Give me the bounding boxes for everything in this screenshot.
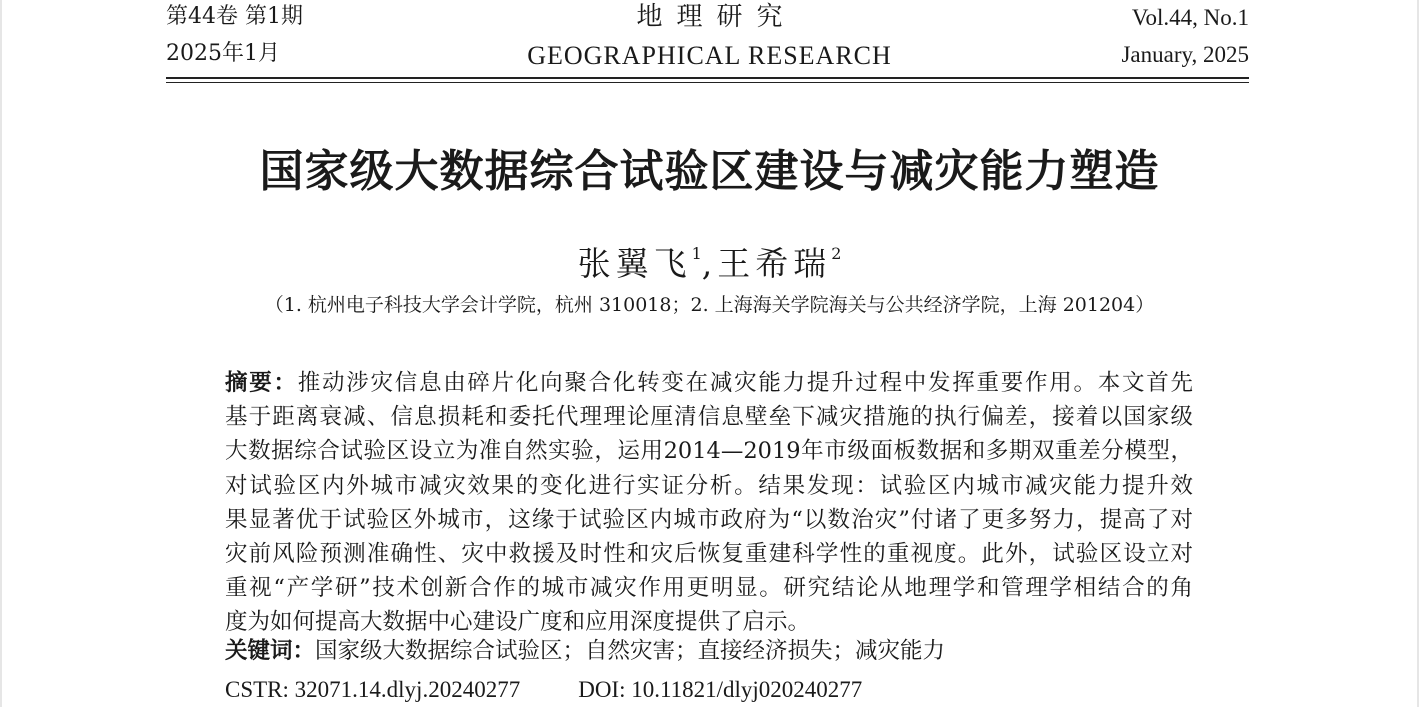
issue-date-en: January, 2025: [1121, 42, 1249, 67]
keywords-label: 关键词：: [225, 638, 316, 664]
affiliations: （1. 杭州电子科技大学会计学院，杭州 310018；2. 上海海关学院海关与公共经济学院，上海 201204）: [264, 294, 1155, 316]
cstr-id: CSTR: 32071.14.dlyj.20240277: [225, 677, 521, 702]
abstract-line: 果显著优于试验区外城市，这缘于试验区内城市政府为“以数治灾”付诸了更多努力，提高了对: [225, 506, 1193, 533]
volume-issue-cn: 第44卷 第1期: [166, 4, 303, 29]
abstract-line: [225, 366, 1193, 400]
abstract-text: 推动涉灾信息由碎片化向聚合化转变在减灾能力提升过程中发挥重要作用。本文首先: [297, 370, 1193, 396]
author-affiliation-mark: 2: [831, 244, 842, 263]
author-affiliation-mark: 1: [691, 244, 702, 263]
author-name: 王希瑞: [717, 244, 832, 283]
author-name: 张翼飞: [577, 244, 692, 283]
header-rule-thick: [166, 77, 1249, 79]
journal-title-en: GEOGRAPHICAL RESEARCH: [527, 41, 892, 70]
keywords-text: 国家级大数据综合试验区；自然灾害；直接经济损失；减灾能力: [315, 638, 946, 664]
author-list: [0, 244, 1419, 283]
abstract-line: 大数据综合试验区设立为准自然实验，运用2014—2019年市级面板数据和多期双重差分模型，: [225, 438, 1193, 465]
keywords: [225, 640, 945, 663]
doi-id: DOI: 10.11821/dlyj020240277: [578, 677, 863, 702]
article-title: 国家级大数据综合试验区建设与减灾能力塑造: [259, 146, 1160, 197]
abstract-line: 基于距离衰减、信息损耗和委托代理理论厘清信息壁垒下减灾措施的执行偏差，接着以国家级: [225, 404, 1193, 431]
author-separator: ,: [701, 244, 718, 283]
abstract-line: 灾前风险预测准确性、灾中救援及时性和灾后恢复重建科学性的重视度。此外，试验区设立对: [225, 540, 1193, 567]
volume-issue-en: Vol.44, No.1: [1131, 5, 1249, 30]
abstract-line: 对试验区内外城市减灾效果的变化进行实证分析。结果发现：试验区内城市减灾能力提升效: [225, 472, 1193, 499]
identifiers: [225, 678, 862, 701]
journal-title-cn-text: 地理研究: [636, 2, 797, 32]
page-edge-left: [0, 0, 2, 707]
abstract-label: 摘要：: [225, 370, 298, 396]
header-rule-thin: [166, 82, 1249, 83]
issue-date-cn: 2025年1月: [166, 41, 280, 66]
abstract-line: 重视“产学研”技术创新合作的城市减灾作用更明显。研究结论从地理学和管理学相结合的角: [225, 575, 1193, 602]
abstract: [225, 366, 1193, 640]
abstract-line: 度为如何提高大数据中心建设广度和应用深度提供了启示。: [225, 609, 811, 636]
